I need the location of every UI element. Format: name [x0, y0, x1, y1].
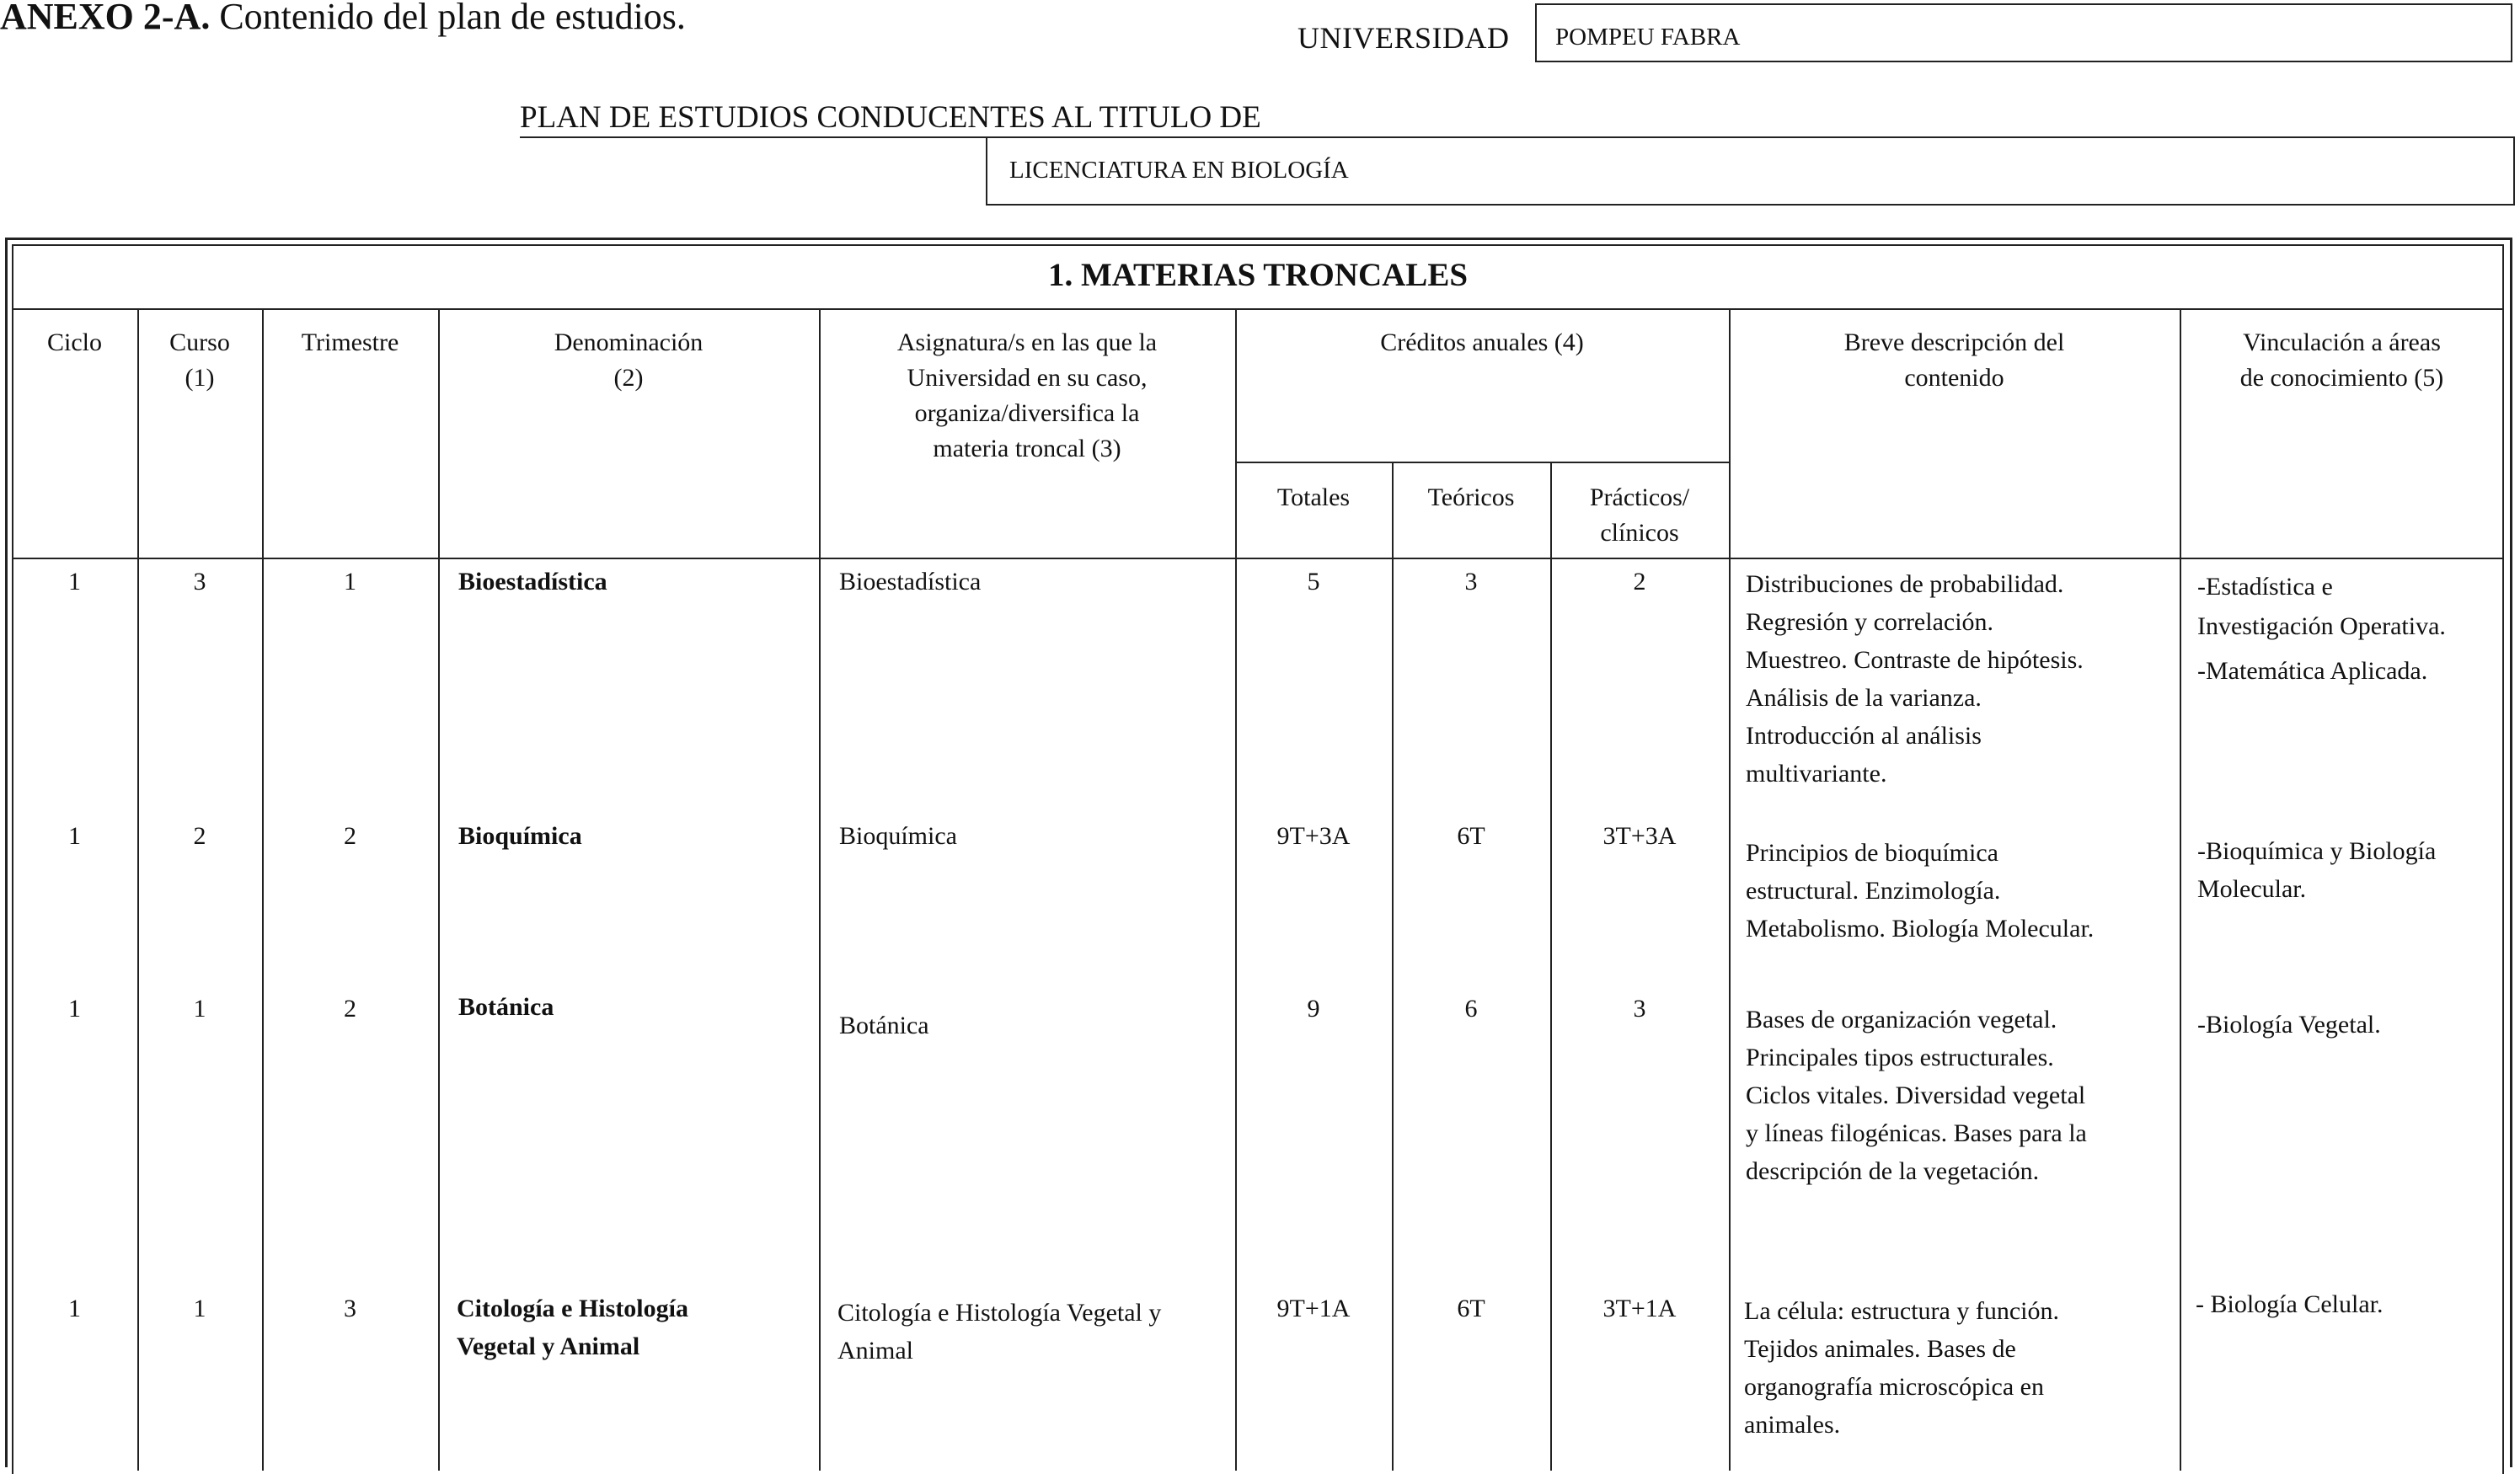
cell-curso: 1	[193, 1295, 206, 1322]
degree-title: LICENCIATURA EN BIOLOGÍA	[1009, 157, 1349, 184]
cell-teoricos: 6T	[1457, 1295, 1485, 1322]
university-value: POMPEU FABRA	[1555, 24, 1741, 51]
annex-title	[0, 0, 686, 38]
cell-teoricos: 3	[1464, 568, 1478, 595]
cell-descripcion: Principios de bioquímica estructural. Enzimología. Metabolismo. Biología Molecular.	[1746, 839, 2095, 943]
cell-descripcion: Distribuciones de probabilidad. Regresión y correlación. Muestreo. Contraste de hipótesis. Análisis de la varianza. Introducción al análisis multivariante.	[1746, 570, 2084, 788]
cell-curso: 1	[193, 995, 206, 1023]
cell-asignatura: Citología e Histología Vegetal y Animal	[837, 1299, 1162, 1365]
cell-asignatura: Bioestadística	[839, 568, 982, 595]
cell-denominacion: Bioestadística	[458, 568, 607, 595]
col-divider	[2180, 308, 2181, 1471]
col-header-practicos: Prácticos/ clínicos	[1589, 483, 1690, 547]
cell-totales: 5	[1307, 568, 1320, 595]
cell-denominacion: Botánica	[458, 993, 554, 1021]
credits-sub-rule	[1237, 462, 1729, 463]
cell-vinculacion: - Biología Celular.	[2196, 1290, 2384, 1318]
col-header-trimestre: Trimestre	[301, 328, 399, 356]
header-top-rule	[12, 308, 2504, 310]
cell-teoricos: 6T	[1457, 822, 1485, 850]
col-header-descripcion: Breve descripción del contenido	[1843, 328, 2065, 392]
cell-totales: 9T+3A	[1276, 822, 1351, 850]
col-divider	[1729, 308, 1731, 1471]
plan-label: PLAN DE ESTUDIOS CONDUCENTES AL TITULO DE	[520, 100, 1261, 135]
section-title: 1. MATERIAS TRONCALES	[1047, 257, 1469, 293]
header-bottom-rule	[12, 558, 2504, 559]
cell-totales: 9	[1307, 995, 1320, 1023]
cell-practicos: 2	[1633, 568, 1646, 595]
cell-trimestre: 2	[344, 995, 356, 1023]
col-header-asignatura: Asignatura/s en las que la Universidad en su caso, organiza/diversifica la materia troncal (3)	[896, 328, 1158, 462]
cell-curso: 3	[193, 568, 206, 595]
annex-subtitle: Contenido del plan de estudios.	[219, 0, 686, 37]
cell-trimestre: 2	[344, 822, 356, 850]
annex-label: ANEXO 2-A.	[0, 0, 211, 37]
cell-vinculacion: -Estadística e Investigación Operativa. -Matemática Aplicada.	[2197, 573, 2446, 685]
col-divider	[438, 308, 440, 1471]
cell-curso: 2	[193, 822, 206, 850]
col-header-vinculacion: Vinculación a áreas de conocimiento (5)	[2239, 328, 2444, 392]
col-header-teoricos: Teóricos	[1427, 483, 1515, 511]
cell-descripcion: La célula: estructura y función. Tejidos animales. Bases de organografía microscópica en animales.	[1744, 1297, 2060, 1439]
university-label: UNIVERSIDAD	[1297, 21, 1510, 55]
cell-trimestre: 1	[344, 568, 356, 595]
col-header-ciclo: Ciclo	[47, 328, 102, 356]
col-header-denominacion: Denominación (2)	[554, 328, 704, 392]
cell-vinculacion: -Bioquímica y Biología Molecular.	[2197, 837, 2437, 903]
cell-practicos: 3T+3A	[1602, 822, 1677, 850]
cell-ciclo: 1	[68, 822, 81, 850]
cell-asignatura: Bioquímica	[839, 822, 957, 850]
cell-teoricos: 6	[1464, 995, 1478, 1023]
col-header-curso: Curso (1)	[169, 328, 230, 392]
cell-ciclo: 1	[68, 1295, 81, 1322]
cell-practicos: 3T+1A	[1602, 1295, 1677, 1322]
degree-title-box	[986, 138, 2515, 206]
cell-asignatura: Botánica	[839, 1012, 929, 1039]
cell-descripcion: Bases de organización vegetal. Principales tipos estructurales. Ciclos vitales. Diversidad vegetal y líneas filogénicas. Bases para la descripción de la vegetación.	[1746, 1006, 2087, 1185]
cell-totales: 9T+1A	[1276, 1295, 1351, 1322]
cell-ciclo: 1	[68, 568, 81, 595]
col-divider	[819, 308, 821, 1471]
cell-vinculacion: -Biología Vegetal.	[2197, 1011, 2381, 1039]
university-value-box	[1535, 3, 2512, 62]
col-header-totales: Totales	[1276, 483, 1351, 511]
cell-ciclo: 1	[68, 995, 81, 1023]
col-header-creditos: Créditos anuales (4)	[1380, 328, 1584, 356]
cell-trimestre: 3	[344, 1295, 356, 1322]
cell-denominacion: Citología e Histología Vegetal y Animal	[457, 1295, 688, 1360]
cell-denominacion: Bioquímica	[458, 822, 582, 850]
cell-practicos: 3	[1633, 995, 1646, 1023]
